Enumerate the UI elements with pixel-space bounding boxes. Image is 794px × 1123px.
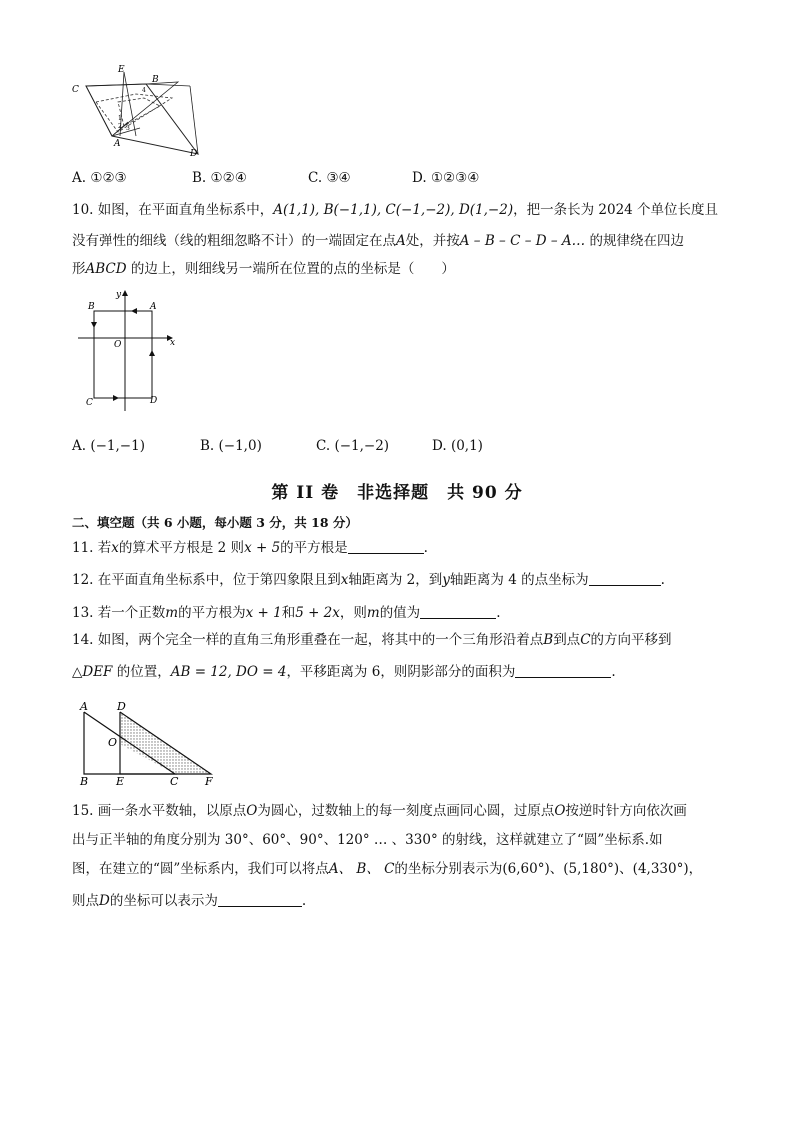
q10-label-x: x: [170, 338, 176, 348]
option-letter: B.: [200, 438, 215, 454]
q12-text: 轴距离为 4 的点坐标为: [449, 572, 589, 588]
q13-text: .: [496, 605, 501, 621]
q10-text: 的规律绕在四边: [585, 233, 684, 249]
q15-text: 的坐标分别表示为: [394, 861, 503, 877]
q15-point-d: D: [99, 893, 110, 909]
q15-text: 图，在建立的“圆”坐标系内，我们可以将点: [72, 861, 329, 877]
q14-text: ，平移距离为 6，则阴影部分的面积为: [286, 664, 516, 680]
q12-var-y: y: [442, 572, 450, 588]
q11-text: 的平方根是: [280, 540, 348, 556]
q10-shape: ABCD: [85, 261, 127, 277]
q10-option-c: [316, 438, 389, 454]
q9-option-b: [192, 170, 247, 186]
q14-label-f: F: [205, 775, 213, 786]
option-text: ①②③: [90, 170, 127, 186]
q15-text: 为圆心，过数轴上的每一刻度点画同心圆，过原点: [257, 803, 555, 819]
q13-text: 13. 若一个正数: [72, 605, 166, 621]
q15-line1: [72, 801, 687, 821]
q15-line4: [72, 891, 306, 911]
q10-option-d: [432, 438, 483, 454]
q10-option-a: [72, 438, 145, 454]
q10-line2: [72, 231, 684, 251]
q15-text: 则点: [72, 893, 99, 909]
q9-label-e: E: [118, 65, 125, 75]
q10-path: A – B – C – D – A…: [459, 233, 586, 249]
option-text: ①②④: [210, 170, 247, 186]
q15-line2: [72, 830, 663, 850]
q9-label-b: B: [152, 75, 159, 85]
q10-point-a: A: [396, 233, 406, 249]
q12: [72, 570, 665, 590]
q9-label-3: 3: [126, 125, 130, 132]
q12-text: .: [660, 572, 665, 588]
q11-expr: x + 5: [244, 540, 281, 556]
q12-text: 轴距离为 2，到: [348, 572, 443, 588]
q12-answer-blank[interactable]: [589, 571, 661, 586]
q13-var-m: m: [165, 605, 179, 621]
q9-figure: [66, 62, 206, 162]
q14-line1: [72, 630, 672, 650]
q9-label-c: C: [72, 85, 79, 95]
q9-label-d: D: [190, 149, 198, 159]
q13-text: ，则: [339, 605, 367, 621]
q13-text: 的平方根为: [178, 605, 246, 621]
q9-label-2: 2: [118, 123, 122, 130]
q15-line3: [72, 859, 702, 879]
section-heading: 二、填空题（共 6 小题，每小题 3 分，共 18 分）: [72, 515, 358, 530]
q14-line2: [72, 662, 616, 682]
q15-text: .: [301, 893, 307, 909]
q14-text: 到点: [553, 632, 581, 648]
option-text: (−1,−1): [90, 438, 145, 454]
q13: [72, 603, 500, 623]
q10-label-c: C: [86, 398, 93, 408]
q10-label-y: y: [116, 290, 122, 300]
q12-text: 12. 在平面直角坐标系中，位于第四象限且到: [72, 572, 341, 588]
q10-text: 处，并按: [405, 233, 460, 249]
q14-text: 的方向平移到: [590, 632, 672, 648]
option-text: (−1,−2): [334, 438, 390, 454]
q15-text: 的坐标可以表示为: [109, 893, 218, 909]
q10-line3: [72, 259, 455, 279]
option-text: ①②③④: [430, 170, 480, 186]
q13-expr: 5 + 2x: [295, 605, 340, 621]
q10-text: 的边上，则细线另一端所在位置的点的坐标是（ ）: [126, 261, 455, 277]
option-letter: A.: [72, 438, 87, 454]
q15-coords: (6,60°)、(5,180°)、(4,330°): [502, 861, 689, 877]
part2-title: 第 II 卷 非选择题 共 90 分: [271, 483, 523, 503]
q9-label-4: 4: [142, 87, 146, 94]
q13-expr: x + 1: [245, 605, 282, 621]
q11: [72, 538, 428, 558]
q10-text: ，把一条长为 2024 个单位长度且: [513, 202, 719, 218]
q10-text: 没有弹性的细线（线的粗细忽略不计）的一端固定在点: [72, 233, 396, 249]
q10-text: 10. 如图，在平面直角坐标系中，: [72, 202, 274, 218]
q14-point-b: B: [543, 632, 554, 648]
q14-text: 的位置，: [112, 664, 171, 680]
q14-point-c: C: [580, 632, 591, 648]
q15-answer-blank[interactable]: [218, 892, 302, 907]
q10-label-o: O: [114, 340, 122, 350]
q14-label-c: C: [170, 775, 179, 786]
q14-label-a: A: [80, 702, 88, 713]
q13-answer-blank[interactable]: [420, 604, 496, 619]
q14-label-o: O: [108, 736, 118, 749]
q10-line1: [72, 200, 718, 220]
q14-text: 14. 如图，两个完全一样的直角三角形重叠在一起，将其中的一个三角形沿着点: [72, 632, 544, 648]
q15-points: A、 B、 C: [328, 861, 395, 877]
q14-answer-blank[interactable]: [515, 663, 611, 678]
q11-var-x: x: [111, 540, 119, 556]
q9-label-1: 1: [118, 115, 122, 122]
q9-option-d: [412, 170, 479, 186]
option-letter: D.: [412, 170, 427, 186]
option-letter: A.: [72, 170, 87, 186]
q15-text: 15. 画一条水平数轴，以原点: [72, 803, 247, 819]
q10-figure: [74, 287, 184, 415]
q14-label-d: D: [117, 702, 126, 713]
q13-var-m: m: [366, 605, 380, 621]
q14-label-b: B: [80, 775, 89, 786]
option-letter: C.: [316, 438, 331, 454]
option-text: (0,1): [450, 438, 483, 454]
q13-text: 和: [281, 605, 296, 621]
q15-text: 出与正半轴的角度分别为 30°、60°、90°、120° … 、330° 的射线，这样就建立了“圆”坐标系.如: [72, 832, 663, 848]
q15-text: ，: [688, 861, 703, 877]
q11-text: 的算术平方根是 2 则: [118, 540, 245, 556]
option-letter: C.: [308, 170, 323, 186]
q14-equation: AB = 12, DO = 4: [170, 664, 287, 680]
q10-label-a: A: [150, 302, 157, 312]
option-text: (−1,0): [218, 438, 262, 454]
q15-text: 按逆时针方向依次画: [565, 803, 687, 819]
option-letter: B.: [192, 170, 207, 186]
q10-points: A(1,1), B(−1,1), C(−1,−2), D(1,−2): [273, 202, 514, 218]
q9-label-a: A: [114, 139, 121, 149]
q15-origin: O: [246, 803, 258, 819]
q14-text: .: [611, 664, 616, 680]
q11-text: .: [423, 540, 428, 556]
q14-label-e: E: [116, 775, 125, 786]
q14-triangle: △DEF: [72, 664, 113, 680]
q9-option-c: [308, 170, 351, 186]
q10-text: 形: [72, 261, 86, 277]
q12-var-x: x: [340, 572, 349, 588]
q10-option-b: [200, 438, 262, 454]
option-letter: D.: [432, 438, 447, 454]
q15-origin: O: [554, 803, 566, 819]
q11-answer-blank[interactable]: [348, 539, 424, 554]
q13-text: 的值为: [379, 605, 421, 621]
option-text: ③④: [326, 170, 351, 186]
q10-label-d: D: [150, 396, 158, 406]
q14-figure: [76, 702, 221, 786]
q11-text: 11. 若: [72, 540, 112, 556]
q10-label-b: B: [88, 302, 95, 312]
q9-option-a: [72, 170, 127, 186]
